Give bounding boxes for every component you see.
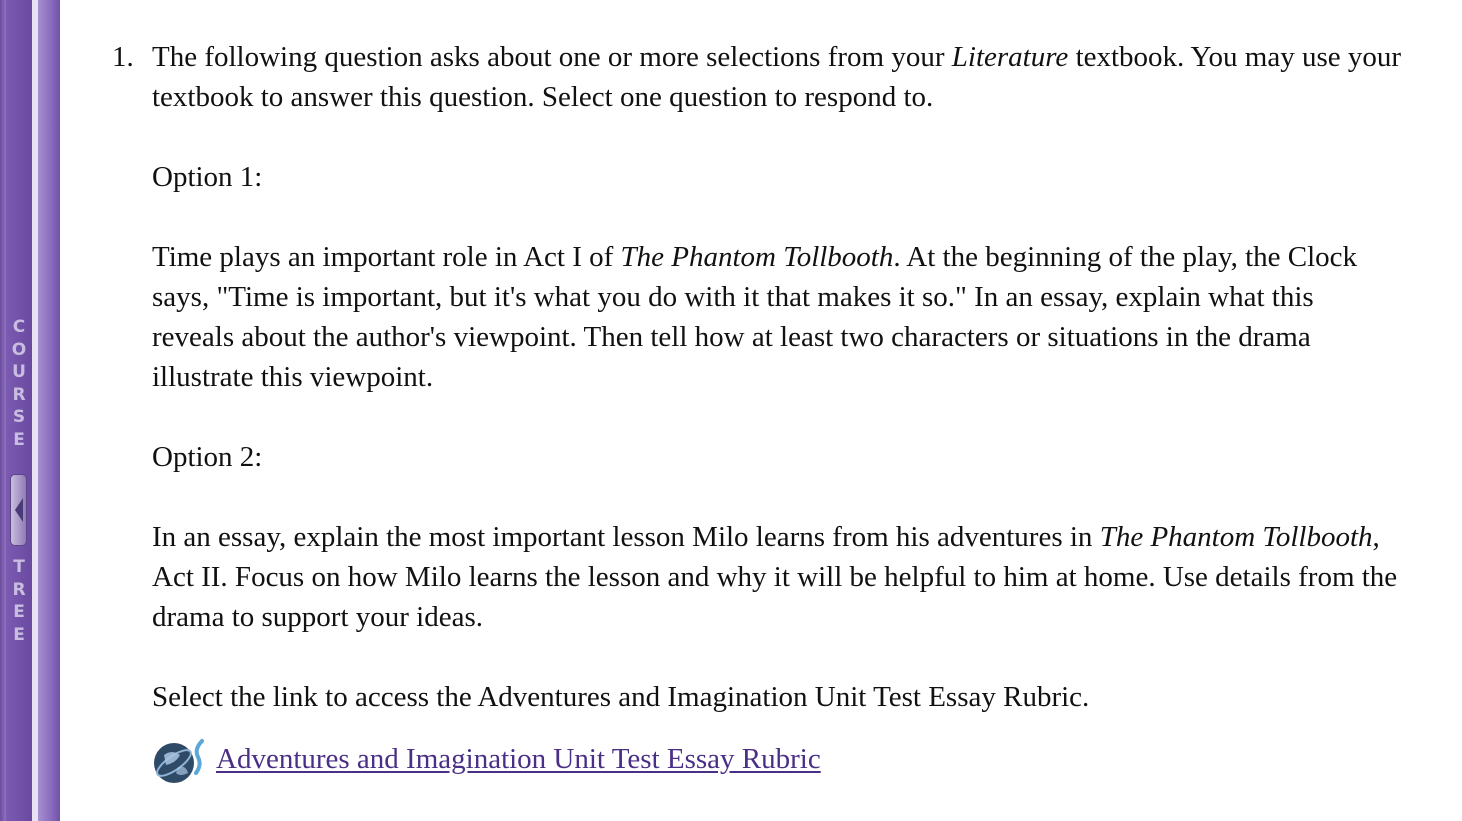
resource-globe-link-icon[interactable] — [152, 737, 210, 785]
work-title: The Phantom Tollbooth — [1099, 521, 1373, 553]
label-letter: E — [13, 429, 25, 450]
question-intro — [152, 37, 1402, 117]
prompt-text: , Act II. Focus on how Milo learns the lesson and why it will be helpful to him at home. Use details from the drama to support your ideas. — [152, 521, 1398, 633]
label-letter: T — [13, 557, 25, 577]
rubric-link-row — [152, 737, 1402, 785]
question-body — [152, 37, 1402, 785]
sidebar-scroll-rail — [38, 0, 60, 821]
label-letter: E — [13, 602, 25, 622]
question-number: 1. — [112, 41, 134, 73]
intro-text: textbook. You may use your textbook to answer this question. Select one question to respond to. — [152, 41, 1402, 113]
label-letter: O — [11, 339, 27, 360]
intro-text: The following question asks about one or more selections from your — [152, 41, 952, 73]
chevron-left-icon — [14, 495, 24, 525]
label-letter: R — [12, 384, 26, 405]
rubric-link[interactable]: Adventures and Imagination Unit Test Essay Rubric — [216, 743, 821, 775]
course-tree-sidebar — [0, 0, 60, 821]
course-tree-label-course — [6, 316, 32, 451]
option-1-label: Option 1: — [152, 161, 263, 193]
rubric-instruction: Select the link to access the Adventures and Imagination Unit Test Essay Rubric. — [152, 681, 1090, 713]
label-letter: C — [12, 317, 26, 337]
textbook-title: Literature — [951, 41, 1069, 73]
prompt-text: . At the beginning of the play, the Clock says, "Time is important, but it's what you do with it that makes it so." In an essay, explain what this reveals about the author's viewpoint. Then tell how at least two characters or situations in the drama illustrate this viewpoint. — [152, 241, 1358, 393]
course-tree-toggle-button[interactable] — [10, 474, 27, 546]
prompt-text: Time plays an important role in Act I of — [152, 241, 621, 273]
label-letter: S — [12, 407, 26, 427]
prompt-text: In an essay, explain the most important lesson Milo learns from his adventures in — [152, 521, 1100, 553]
option-2-label: Option 2: — [152, 441, 263, 473]
option-1-prompt — [152, 237, 1402, 397]
course-tree-panel[interactable] — [6, 0, 32, 821]
work-title: The Phantom Tollbooth — [620, 241, 894, 273]
label-letter: R — [12, 579, 26, 600]
course-tree-label-tree — [6, 556, 32, 646]
option-2-prompt — [152, 517, 1402, 637]
label-letter: U — [12, 362, 26, 382]
label-letter: E — [13, 624, 25, 645]
